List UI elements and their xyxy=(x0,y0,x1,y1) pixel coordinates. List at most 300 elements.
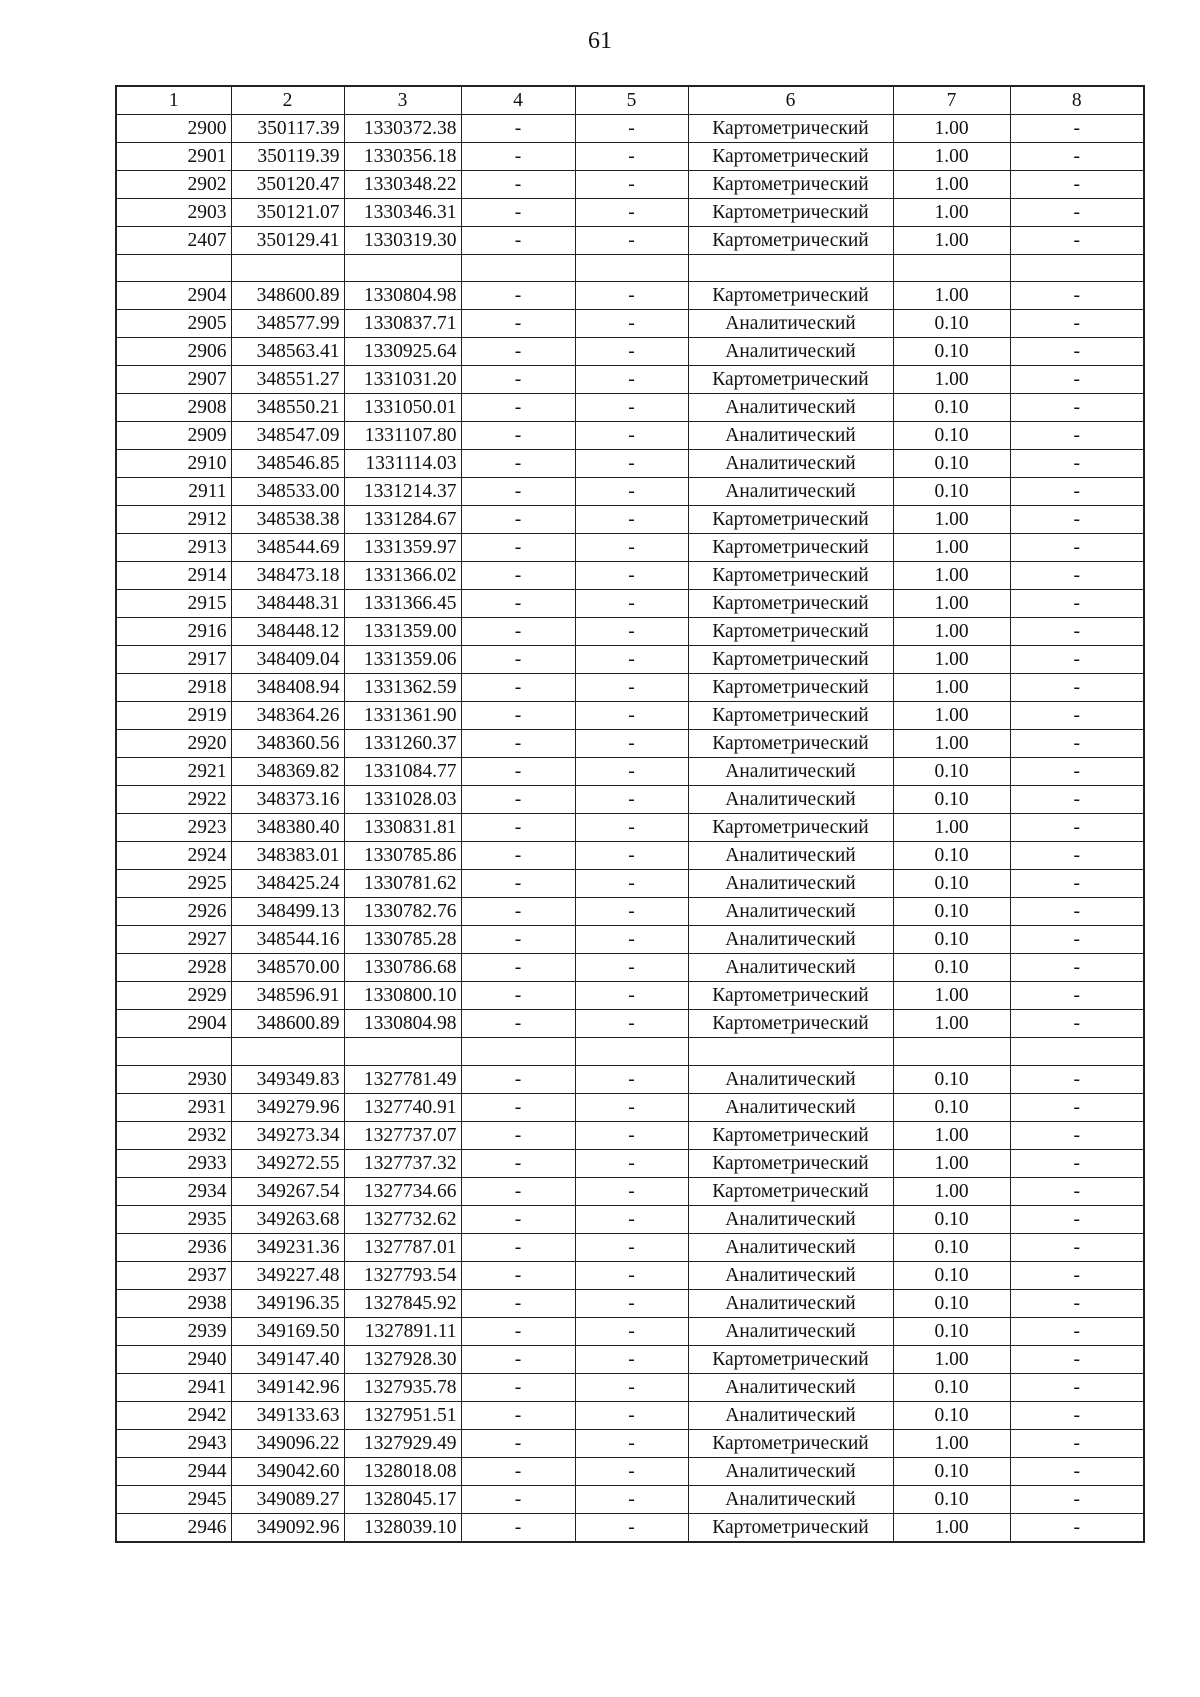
col5-cell: - xyxy=(575,590,688,618)
x-coordinate-cell: 348544.16 xyxy=(231,926,344,954)
col8-cell: - xyxy=(1010,227,1144,255)
y-coordinate-cell: 1327737.32 xyxy=(344,1149,461,1177)
x-coordinate-cell: 349263.68 xyxy=(231,1205,344,1233)
point-number-cell: 2920 xyxy=(116,730,231,758)
col8-cell: - xyxy=(1010,982,1144,1010)
accuracy-cell: 1.00 xyxy=(893,1121,1010,1149)
col5-cell: - xyxy=(575,646,688,674)
y-coordinate-cell: 1331260.37 xyxy=(344,730,461,758)
table-row xyxy=(116,758,1144,786)
point-number-cell: 2929 xyxy=(116,982,231,1010)
y-coordinate-cell: 1331114.03 xyxy=(344,450,461,478)
table-row xyxy=(116,1093,1144,1121)
col5-cell: - xyxy=(575,506,688,534)
col8-cell: - xyxy=(1010,1289,1144,1317)
col4-cell: - xyxy=(461,562,575,590)
method-cell: Аналитический xyxy=(688,870,893,898)
coordinates-table xyxy=(115,85,1145,1543)
y-coordinate-cell: 1327845.92 xyxy=(344,1289,461,1317)
col5-cell: - xyxy=(575,310,688,338)
accuracy-cell: 1.00 xyxy=(893,1345,1010,1373)
x-coordinate-cell: 348425.24 xyxy=(231,870,344,898)
x-coordinate-cell: 349092.96 xyxy=(231,1513,344,1542)
accuracy-cell: 0.10 xyxy=(893,310,1010,338)
col4-cell: - xyxy=(461,1093,575,1121)
col8-cell: - xyxy=(1010,366,1144,394)
point-number-cell: 2926 xyxy=(116,898,231,926)
method-cell: Аналитический xyxy=(688,1317,893,1345)
x-coordinate-cell: 349273.34 xyxy=(231,1121,344,1149)
y-coordinate-cell: 1331050.01 xyxy=(344,394,461,422)
col8-cell: - xyxy=(1010,842,1144,870)
table-row xyxy=(116,702,1144,730)
x-coordinate-cell: 348448.31 xyxy=(231,590,344,618)
method-cell: Картометрический xyxy=(688,1513,893,1542)
point-number-cell xyxy=(116,1038,231,1065)
x-coordinate-cell: 348448.12 xyxy=(231,618,344,646)
method-cell: Аналитический xyxy=(688,422,893,450)
point-number-cell: 2928 xyxy=(116,954,231,982)
col4-cell: - xyxy=(461,115,575,143)
col5-cell: - xyxy=(575,1121,688,1149)
method-cell: Картометрический xyxy=(688,590,893,618)
col4-cell: - xyxy=(461,450,575,478)
method-cell: Картометрический xyxy=(688,506,893,534)
y-coordinate-cell: 1330346.31 xyxy=(344,199,461,227)
col5-cell: - xyxy=(575,450,688,478)
method-cell: Картометрический xyxy=(688,227,893,255)
col4-cell: - xyxy=(461,1261,575,1289)
y-coordinate-cell: 1331084.77 xyxy=(344,758,461,786)
y-coordinate-cell: 1327891.11 xyxy=(344,1317,461,1345)
column-header: 8 xyxy=(1010,86,1144,115)
col5-cell: - xyxy=(575,1093,688,1121)
y-coordinate-cell: 1331361.90 xyxy=(344,702,461,730)
y-coordinate-cell: 1330782.76 xyxy=(344,898,461,926)
accuracy-cell: 1.00 xyxy=(893,1149,1010,1177)
method-cell: Картометрический xyxy=(688,1177,893,1205)
point-number-cell: 2935 xyxy=(116,1205,231,1233)
y-coordinate-cell: 1327740.91 xyxy=(344,1093,461,1121)
col5-cell: - xyxy=(575,1205,688,1233)
accuracy-cell: 1.00 xyxy=(893,590,1010,618)
accuracy-cell: 0.10 xyxy=(893,450,1010,478)
col4-cell: - xyxy=(461,618,575,646)
method-cell xyxy=(688,1038,893,1065)
accuracy-cell: 0.10 xyxy=(893,1485,1010,1513)
point-number-cell: 2904 xyxy=(116,1010,231,1038)
col4-cell: - xyxy=(461,338,575,366)
x-coordinate-cell: 348550.21 xyxy=(231,394,344,422)
x-coordinate-cell: 348473.18 xyxy=(231,562,344,590)
table-row xyxy=(116,1205,1144,1233)
accuracy-cell: 0.10 xyxy=(893,786,1010,814)
col8-cell: - xyxy=(1010,702,1144,730)
y-coordinate-cell: 1327935.78 xyxy=(344,1373,461,1401)
x-coordinate-cell: 348533.00 xyxy=(231,478,344,506)
x-coordinate-cell: 348409.04 xyxy=(231,646,344,674)
col5-cell xyxy=(575,255,688,282)
table-row xyxy=(116,1261,1144,1289)
col8-cell: - xyxy=(1010,590,1144,618)
y-coordinate-cell: 1328018.08 xyxy=(344,1457,461,1485)
x-coordinate-cell: 348600.89 xyxy=(231,282,344,310)
accuracy-cell: 0.10 xyxy=(893,1317,1010,1345)
method-cell: Аналитический xyxy=(688,478,893,506)
col8-cell: - xyxy=(1010,1261,1144,1289)
col5-cell: - xyxy=(575,926,688,954)
accuracy-cell: 1.00 xyxy=(893,1010,1010,1038)
y-coordinate-cell: 1330837.71 xyxy=(344,310,461,338)
accuracy-cell: 0.10 xyxy=(893,898,1010,926)
col5-cell: - xyxy=(575,1149,688,1177)
col4-cell: - xyxy=(461,926,575,954)
y-coordinate-cell: 1331107.80 xyxy=(344,422,461,450)
col4-cell: - xyxy=(461,1457,575,1485)
method-cell: Картометрический xyxy=(688,562,893,590)
table-row xyxy=(116,674,1144,702)
col4-cell: - xyxy=(461,1010,575,1038)
col5-cell: - xyxy=(575,674,688,702)
point-number-cell: 2931 xyxy=(116,1093,231,1121)
col5-cell xyxy=(575,1038,688,1065)
col5-cell: - xyxy=(575,1373,688,1401)
accuracy-cell: 1.00 xyxy=(893,366,1010,394)
method-cell: Картометрический xyxy=(688,199,893,227)
point-number-cell: 2936 xyxy=(116,1233,231,1261)
table-row xyxy=(116,338,1144,366)
column-header: 1 xyxy=(116,86,231,115)
table-row xyxy=(116,1513,1144,1542)
point-number-cell: 2942 xyxy=(116,1401,231,1429)
col8-cell: - xyxy=(1010,1065,1144,1093)
x-coordinate-cell: 348408.94 xyxy=(231,674,344,702)
method-cell: Картометрический xyxy=(688,814,893,842)
col4-cell: - xyxy=(461,982,575,1010)
point-number-cell: 2930 xyxy=(116,1065,231,1093)
y-coordinate-cell: 1327732.62 xyxy=(344,1205,461,1233)
col4-cell: - xyxy=(461,171,575,199)
y-coordinate-cell: 1327951.51 xyxy=(344,1401,461,1429)
col8-cell: - xyxy=(1010,1205,1144,1233)
method-cell: Аналитический xyxy=(688,1485,893,1513)
col4-cell: - xyxy=(461,366,575,394)
y-coordinate-cell: 1331359.00 xyxy=(344,618,461,646)
y-coordinate-cell: 1327734.66 xyxy=(344,1177,461,1205)
col5-cell: - xyxy=(575,1345,688,1373)
col5-cell: - xyxy=(575,842,688,870)
col8-cell: - xyxy=(1010,506,1144,534)
x-coordinate-cell: 350120.47 xyxy=(231,171,344,199)
y-coordinate-cell: 1327787.01 xyxy=(344,1233,461,1261)
x-coordinate-cell: 349133.63 xyxy=(231,1401,344,1429)
point-number-cell: 2907 xyxy=(116,366,231,394)
table-row xyxy=(116,1457,1144,1485)
y-coordinate-cell: 1330356.18 xyxy=(344,143,461,171)
table-row xyxy=(116,255,1144,282)
method-cell: Аналитический xyxy=(688,842,893,870)
col8-cell: - xyxy=(1010,954,1144,982)
column-header: 3 xyxy=(344,86,461,115)
col4-cell: - xyxy=(461,898,575,926)
col4-cell: - xyxy=(461,227,575,255)
table-row xyxy=(116,1289,1144,1317)
point-number-cell: 2924 xyxy=(116,842,231,870)
col8-cell: - xyxy=(1010,478,1144,506)
accuracy-cell: 1.00 xyxy=(893,982,1010,1010)
col8-cell: - xyxy=(1010,1121,1144,1149)
point-number-cell: 2922 xyxy=(116,786,231,814)
col4-cell: - xyxy=(461,702,575,730)
y-coordinate-cell: 1330804.98 xyxy=(344,282,461,310)
col5-cell: - xyxy=(575,366,688,394)
x-coordinate-cell: 348551.27 xyxy=(231,366,344,394)
y-coordinate-cell: 1328039.10 xyxy=(344,1513,461,1542)
x-coordinate-cell: 350129.41 xyxy=(231,227,344,255)
method-cell: Аналитический xyxy=(688,1261,893,1289)
accuracy-cell: 0.10 xyxy=(893,1233,1010,1261)
point-number-cell: 2943 xyxy=(116,1429,231,1457)
col5-cell: - xyxy=(575,1485,688,1513)
col5-cell: - xyxy=(575,1317,688,1345)
x-coordinate-cell: 348577.99 xyxy=(231,310,344,338)
x-coordinate-cell: 350119.39 xyxy=(231,143,344,171)
x-coordinate-cell: 348360.56 xyxy=(231,730,344,758)
y-coordinate-cell: 1331031.20 xyxy=(344,366,461,394)
point-number-cell: 2913 xyxy=(116,534,231,562)
table-row xyxy=(116,534,1144,562)
col5-cell: - xyxy=(575,786,688,814)
col5-cell: - xyxy=(575,1289,688,1317)
table-row xyxy=(116,618,1144,646)
table-row xyxy=(116,478,1144,506)
col8-cell: - xyxy=(1010,143,1144,171)
col4-cell: - xyxy=(461,674,575,702)
table-row xyxy=(116,842,1144,870)
method-cell: Аналитический xyxy=(688,450,893,478)
col4-cell: - xyxy=(461,1373,575,1401)
point-number-cell: 2914 xyxy=(116,562,231,590)
col5-cell: - xyxy=(575,982,688,1010)
col5-cell: - xyxy=(575,282,688,310)
method-cell: Аналитический xyxy=(688,1065,893,1093)
col8-cell: - xyxy=(1010,646,1144,674)
col4-cell: - xyxy=(461,758,575,786)
point-number-cell: 2915 xyxy=(116,590,231,618)
col4-cell: - xyxy=(461,842,575,870)
col5-cell: - xyxy=(575,534,688,562)
accuracy-cell: 1.00 xyxy=(893,730,1010,758)
point-number-cell xyxy=(116,255,231,282)
x-coordinate-cell: 348544.69 xyxy=(231,534,344,562)
table-row xyxy=(116,1317,1144,1345)
accuracy-cell: 0.10 xyxy=(893,1065,1010,1093)
col4-cell: - xyxy=(461,1149,575,1177)
col4-cell: - xyxy=(461,646,575,674)
point-number-cell: 2906 xyxy=(116,338,231,366)
column-header: 6 xyxy=(688,86,893,115)
point-number-cell: 2916 xyxy=(116,618,231,646)
col8-cell: - xyxy=(1010,1149,1144,1177)
col4-cell: - xyxy=(461,954,575,982)
y-coordinate-cell: 1330786.68 xyxy=(344,954,461,982)
y-coordinate-cell: 1330372.38 xyxy=(344,115,461,143)
x-coordinate-cell: 348547.09 xyxy=(231,422,344,450)
column-header: 2 xyxy=(231,86,344,115)
accuracy-cell: 1.00 xyxy=(893,506,1010,534)
y-coordinate-cell: 1327781.49 xyxy=(344,1065,461,1093)
accuracy-cell: 1.00 xyxy=(893,702,1010,730)
method-cell: Аналитический xyxy=(688,926,893,954)
col4-cell: - xyxy=(461,786,575,814)
point-number-cell: 2944 xyxy=(116,1457,231,1485)
x-coordinate-cell: 348563.41 xyxy=(231,338,344,366)
accuracy-cell: 1.00 xyxy=(893,171,1010,199)
y-coordinate-cell xyxy=(344,255,461,282)
method-cell: Картометрический xyxy=(688,143,893,171)
table-row xyxy=(116,590,1144,618)
accuracy-cell: 0.10 xyxy=(893,1205,1010,1233)
x-coordinate-cell: 349231.36 xyxy=(231,1233,344,1261)
method-cell: Аналитический xyxy=(688,1093,893,1121)
table-row xyxy=(116,1177,1144,1205)
x-coordinate-cell: 348383.01 xyxy=(231,842,344,870)
x-coordinate-cell: 349267.54 xyxy=(231,1177,344,1205)
y-coordinate-cell: 1330781.62 xyxy=(344,870,461,898)
col8-cell: - xyxy=(1010,1429,1144,1457)
column-header: 4 xyxy=(461,86,575,115)
table-row xyxy=(116,1038,1144,1065)
x-coordinate-cell: 349042.60 xyxy=(231,1457,344,1485)
point-number-cell: 2941 xyxy=(116,1373,231,1401)
table-row xyxy=(116,115,1144,143)
col8-cell: - xyxy=(1010,1485,1144,1513)
col8-cell: - xyxy=(1010,1513,1144,1542)
col5-cell: - xyxy=(575,1429,688,1457)
col5-cell: - xyxy=(575,115,688,143)
col5-cell: - xyxy=(575,1065,688,1093)
accuracy-cell: 0.10 xyxy=(893,954,1010,982)
col4-cell: - xyxy=(461,1121,575,1149)
col5-cell: - xyxy=(575,730,688,758)
y-coordinate-cell xyxy=(344,1038,461,1065)
col8-cell: - xyxy=(1010,1093,1144,1121)
col8-cell: - xyxy=(1010,618,1144,646)
y-coordinate-cell: 1331284.67 xyxy=(344,506,461,534)
table-row xyxy=(116,1010,1144,1038)
x-coordinate-cell: 348538.38 xyxy=(231,506,344,534)
method-cell: Картометрический xyxy=(688,730,893,758)
accuracy-cell: 0.10 xyxy=(893,842,1010,870)
method-cell: Картометрический xyxy=(688,1121,893,1149)
col8-cell: - xyxy=(1010,814,1144,842)
col4-cell: - xyxy=(461,1233,575,1261)
col4-cell: - xyxy=(461,1513,575,1542)
column-header: 5 xyxy=(575,86,688,115)
accuracy-cell: 1.00 xyxy=(893,143,1010,171)
accuracy-cell: 0.10 xyxy=(893,478,1010,506)
accuracy-cell: 0.10 xyxy=(893,1401,1010,1429)
col8-cell: - xyxy=(1010,310,1144,338)
col4-cell: - xyxy=(461,1429,575,1457)
col5-cell: - xyxy=(575,898,688,926)
table-row xyxy=(116,506,1144,534)
point-number-cell: 2940 xyxy=(116,1345,231,1373)
col4-cell: - xyxy=(461,310,575,338)
y-coordinate-cell: 1327793.54 xyxy=(344,1261,461,1289)
table-row xyxy=(116,1065,1144,1093)
y-coordinate-cell: 1327737.07 xyxy=(344,1121,461,1149)
point-number-cell: 2912 xyxy=(116,506,231,534)
col4-cell: - xyxy=(461,422,575,450)
table-row xyxy=(116,814,1144,842)
col8-cell: - xyxy=(1010,1233,1144,1261)
table-row xyxy=(116,982,1144,1010)
accuracy-cell: 0.10 xyxy=(893,338,1010,366)
col8-cell: - xyxy=(1010,115,1144,143)
col4-cell: - xyxy=(461,730,575,758)
col8-cell: - xyxy=(1010,926,1144,954)
point-number-cell: 2900 xyxy=(116,115,231,143)
col8-cell: - xyxy=(1010,282,1144,310)
accuracy-cell: 0.10 xyxy=(893,1457,1010,1485)
accuracy-cell: 0.10 xyxy=(893,1373,1010,1401)
col4-cell: - xyxy=(461,870,575,898)
table-row xyxy=(116,199,1144,227)
accuracy-cell: 0.10 xyxy=(893,1261,1010,1289)
table-row xyxy=(116,1429,1144,1457)
col8-cell: - xyxy=(1010,422,1144,450)
y-coordinate-cell: 1330785.28 xyxy=(344,926,461,954)
col8-cell xyxy=(1010,255,1144,282)
col4-cell: - xyxy=(461,394,575,422)
point-number-cell: 2927 xyxy=(116,926,231,954)
col5-cell: - xyxy=(575,478,688,506)
accuracy-cell: 1.00 xyxy=(893,1429,1010,1457)
col4-cell: - xyxy=(461,814,575,842)
point-number-cell: 2918 xyxy=(116,674,231,702)
point-number-cell: 2923 xyxy=(116,814,231,842)
col5-cell: - xyxy=(575,870,688,898)
y-coordinate-cell: 1328045.17 xyxy=(344,1485,461,1513)
method-cell: Аналитический xyxy=(688,310,893,338)
col5-cell: - xyxy=(575,1513,688,1542)
y-coordinate-cell: 1327929.49 xyxy=(344,1429,461,1457)
col5-cell: - xyxy=(575,1177,688,1205)
accuracy-cell: 1.00 xyxy=(893,618,1010,646)
table-row xyxy=(116,143,1144,171)
method-cell: Картометрический xyxy=(688,618,893,646)
x-coordinate-cell: 348570.00 xyxy=(231,954,344,982)
point-number-cell: 2908 xyxy=(116,394,231,422)
accuracy-cell: 1.00 xyxy=(893,1177,1010,1205)
col8-cell: - xyxy=(1010,1401,1144,1429)
point-number-cell: 2939 xyxy=(116,1317,231,1345)
method-cell: Аналитический xyxy=(688,1289,893,1317)
point-number-cell: 2909 xyxy=(116,422,231,450)
accuracy-cell: 1.00 xyxy=(893,562,1010,590)
accuracy-cell: 1.00 xyxy=(893,227,1010,255)
table-row xyxy=(116,1121,1144,1149)
col4-cell: - xyxy=(461,1345,575,1373)
accuracy-cell: 1.00 xyxy=(893,814,1010,842)
col4-cell: - xyxy=(461,1205,575,1233)
col5-cell: - xyxy=(575,562,688,590)
col5-cell: - xyxy=(575,199,688,227)
table-row xyxy=(116,646,1144,674)
x-coordinate-cell: 348546.85 xyxy=(231,450,344,478)
col5-cell: - xyxy=(575,1261,688,1289)
